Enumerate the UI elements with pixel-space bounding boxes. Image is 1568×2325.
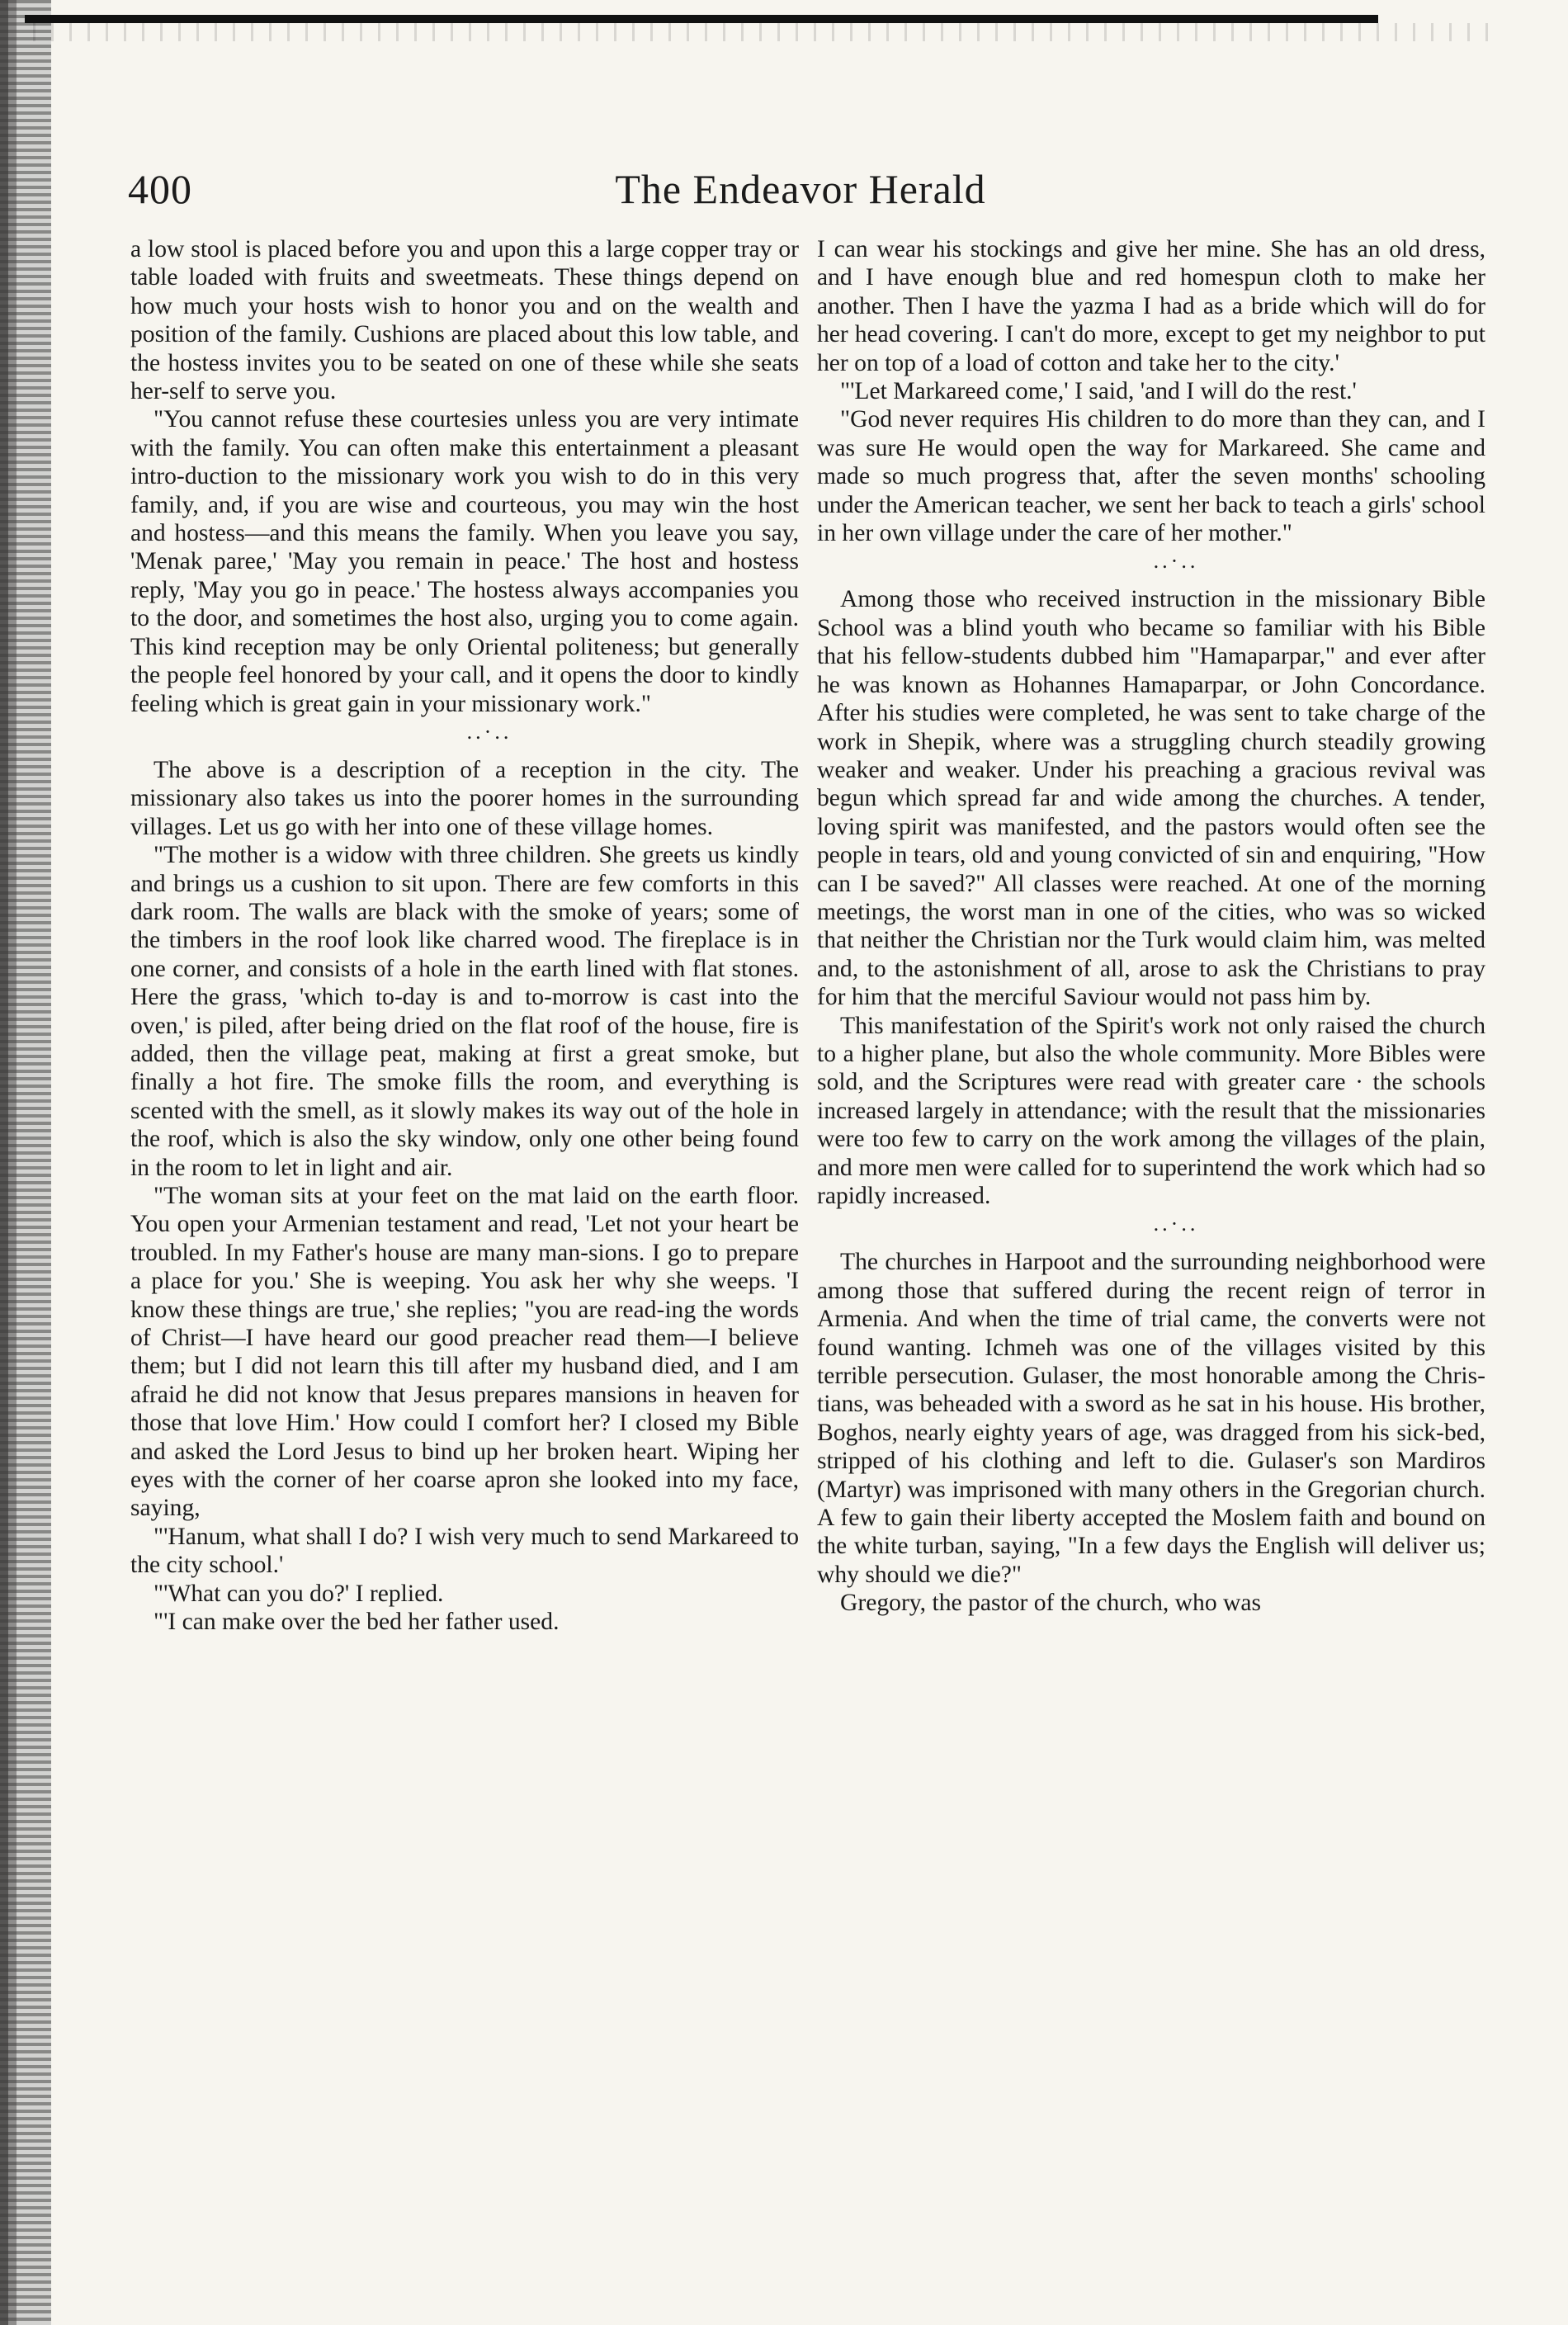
right-paragraph-4: Among those who received instruction in the missionary Bible School was a blind youth who became so familiar with his Bible that his fellow-students dubbed him "Hamaparpar," and ever after he was known as Hohannes Hamaparpar, or John Concordance. After his studies were completed, he was sent to take charge of the work in Shepik, where was a struggling church steadily growing weaker and weaker. Under his preaching a gracious revival was begun which spread far and wide among the churches. A tender, loving spirit was manifested, and the pastors would often see the people in tears, old and young convicted of sin and enquiring, "How can I be saved?" All classes were reached. At one of the morning meetings, the worst man in one of the cities, who was so wicked that neither the Christian nor the Turk would claim him, was melted and, to the astonishment of all, arose to ask the Christians to pray for him that the merciful Saviour would not pass him by.: [817, 586, 1485, 1011]
right-column: [817, 235, 1485, 2266]
left-paragraph-4: "The mother is a widow with three children. She greets us kindly and brings us a cushion to sit upon. There are few comforts in this dark room. The walls are black with the smoke of years; some of the timbers in the roof look like charred wood. The fireplace is in one corner, and consists of a hole in the earth lined with flat stones. Here the grass, 'which to-day is and to-morrow is cast into the oven,' is piled, after being dried on the flat roof of the house, fire is added, then the village peat, making at first a great smoke, but finally a hot fire. The smoke fills the room, and everything is scented with the smell, as it slowly makes its way out of the hole in the roof, which is also the sky window, only one other being found in the room to let in light and air.: [130, 842, 799, 1181]
section-separator: ..·..: [1153, 1212, 1199, 1236]
left-paragraph-7: "'What can you do?' I replied.: [153, 1580, 444, 1607]
left-paragraph-5: "The woman sits at your feet on the mat laid on the earth floor. You open your Armenian testament and read, 'Let not your heart be troubled. In my Father's house are many man-sions. I go to prepare a place for you.' She is weeping. You ask her why she weeps. 'I know these things are true,' she replies; "you are read-ing the words of Christ—I have heard our good preacher read them—I believe them; but I did not learn this till after my husband died, and I am afraid he did not know that Jesus prepares mansions in heaven for those that love Him.' How could I comfort her? I closed my Bible and asked the Lord Jesus to bind up her broken heart. Wiping her eyes with the corner of her coarse apron she looked into my face, saying,: [130, 1183, 799, 1522]
running-title: The Endeavor Herald: [615, 166, 986, 212]
page-binding-edge: [0, 0, 51, 2325]
left-column: [130, 235, 799, 2266]
left-paragraph-3: The above is a description of a reception in the city. The missionary also takes us into the poorer homes in the surrounding villages. Let us go with her into one of these village homes.: [130, 756, 799, 840]
top-scan-speckle: [33, 23, 1502, 41]
right-paragraph-6: The churches in Harpoot and the surrounding neighborhood were among those that suffered during the recent reign of terror in Armenia. And when the time of trial came, the converts were not found wanting. Ichmeh was one of the villages visited by this terrible persecution. Gulaser, the most honorable among the Chris-tians, was beheaded with a sword as he sat in his house. His brother, Boghos, nearly eighty years of age, was dragged from his sick-bed, stripped of his clothing and left to die. Gulaser's son Mardiros (Martyr) was imprisoned with many others in the Gregorian church. A few to gain their liberty accepted the Moslem faith and bound on the white turban, saying, "In a few days the English will deliver us; why should we die?": [817, 1249, 1485, 1588]
left-paragraph-2: "You cannot refuse these courtesies unless you are very intimate with the family. You can often make this entertainment a pleasant intro-duction to the missionary work you wish to do in this very family, and, if you are wise and courteous, you may win the host and hostess—and this means the family. When you leave you say, 'Menak paree,' 'May you remain in peace.' The host and hostess reply, 'May you go in peace.' The hostess always accompanies you to the door, and sometimes the host also, urging you to come again. This kind reception may be only Oriental politeness; but generally the people feel honored by your call, and it opens the door to kindly feeling which is great gain in your missionary work.": [130, 406, 799, 717]
page-header: [120, 165, 1481, 231]
top-rule: [25, 15, 1378, 23]
section-separator: ..·..: [466, 719, 512, 744]
right-paragraph-2: "'Let Markareed come,' I said, 'and I will do the rest.': [840, 378, 1357, 405]
right-paragraph-1: I can wear his stockings and give her mine. She has an old dress, and I have enough blue and red homespun cloth to make her another. Then I have the yazma I had as a bride which will do for her head covering. I can't do more, except to get my neighbor to put her on top of a load of cotton and take her to the city.': [817, 236, 1485, 376]
right-paragraph-3: "God never requires His children to do more than they can, and I was sure He would open the way for Markareed. She came and made so much progress that, after the seven months' schooling under the American teacher, we sent her back to teach a girls' school in her own village under the care of her mother.": [817, 406, 1485, 547]
left-paragraph-6: "'Hanum, what shall I do? I wish very much to send Markareed to the city school.': [130, 1523, 799, 1579]
left-paragraph-8: "'I can make over the bed her father used.: [153, 1609, 560, 1636]
left-paragraph-1: a low stool is placed before you and upon this a large copper tray or table loaded with fruits and sweetmeats. These things depend on how much your hosts wish to honor you and on the wealth and position of the family. Cushions are placed about this low table, and the hostess invites you to be seated on one of these while she seats her-self to serve you.: [130, 236, 799, 405]
right-paragraph-7: Gregory, the pastor of the church, who was: [840, 1590, 1262, 1617]
page-number: 400: [128, 166, 192, 212]
right-paragraph-5: This manifestation of the Spirit's work not only raised the church to a higher plane, but also the whole community. More Bibles were sold, and the Scriptures were read with greater care · the schools increased largely in attendance; with the result that the missionaries were too few to carry on the work among the villages of the plain, and more men were called for to superintend the work which had so rapidly increased.: [817, 1012, 1485, 1209]
section-separator: ..·..: [1153, 549, 1199, 574]
